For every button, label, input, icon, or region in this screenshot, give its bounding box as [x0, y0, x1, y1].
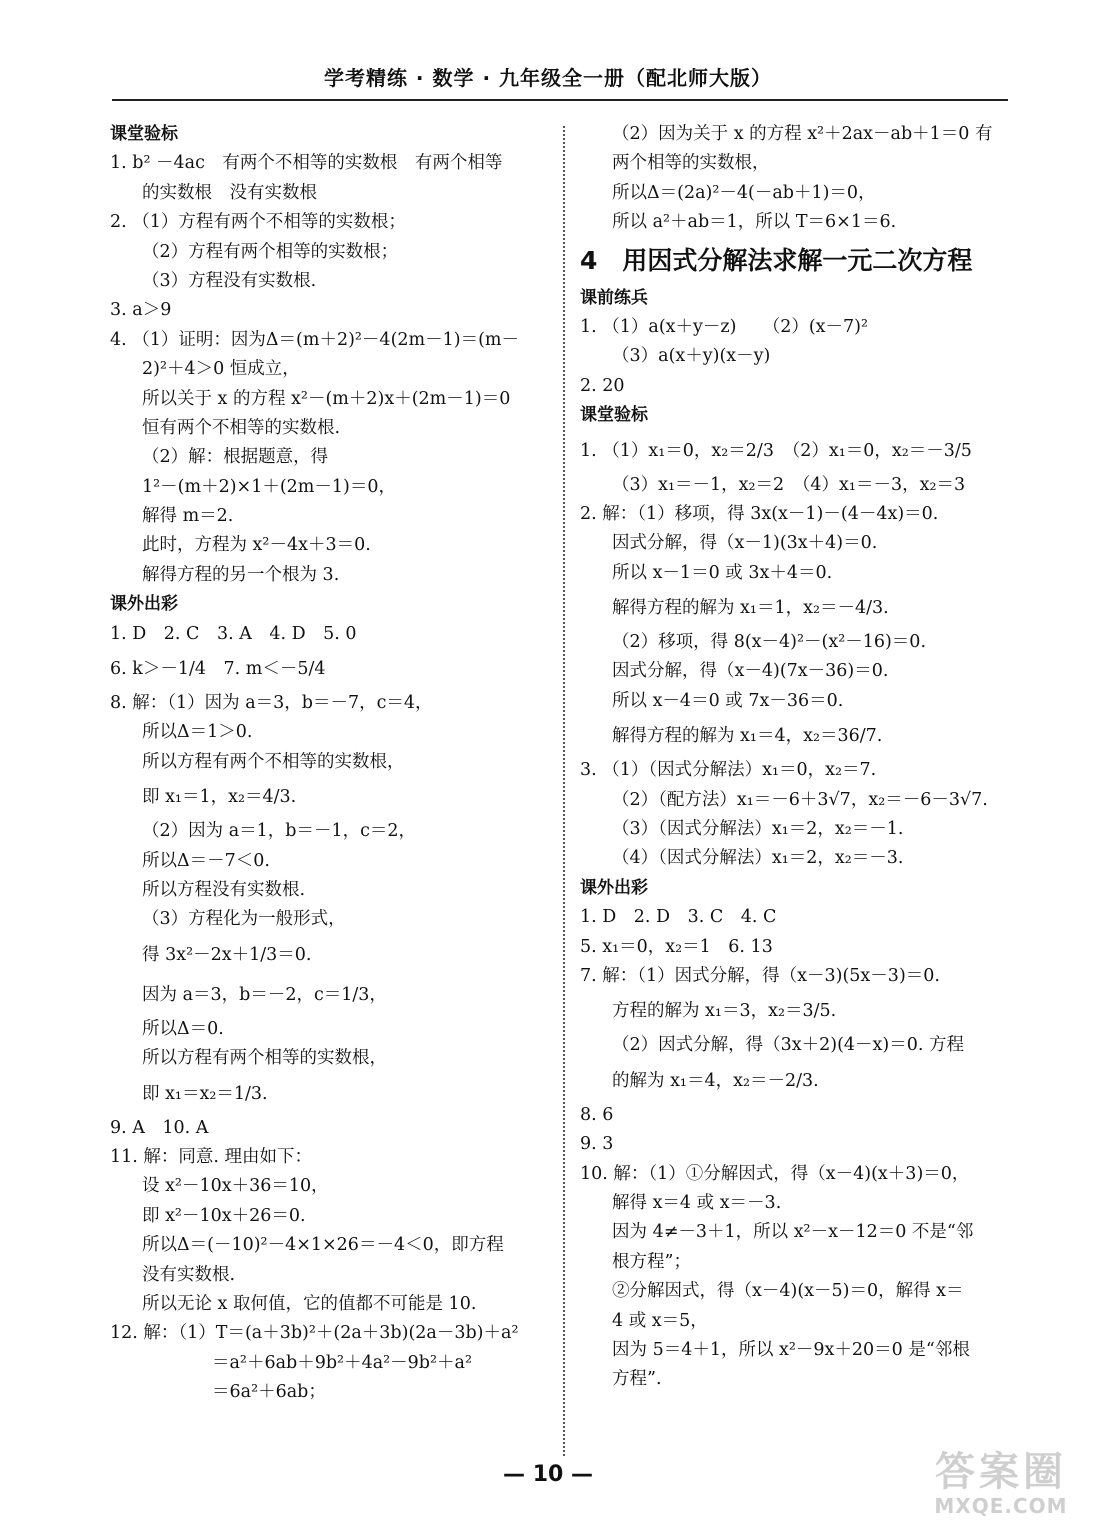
section-heading: 课前练兵	[580, 287, 648, 308]
text-line: 方程”.	[612, 1369, 662, 1390]
text-line: 解得方程的另一个根为 3.	[142, 564, 340, 585]
text-line: 4 或 x＝5，	[612, 1310, 708, 1331]
text-line: 1. D 2. C 3. A 4. D 5. 0	[110, 623, 357, 644]
watermark-text: 答案圈	[935, 1449, 1067, 1495]
text-line: 5. x₁＝0，x₂＝1 6. 13	[580, 936, 773, 957]
text-line: （2）因为关于 x 的方程 x²＋2ax－ab＋1＝0 有	[612, 124, 993, 144]
text-line: 1. D 2. D 3. C 4. C	[580, 907, 777, 928]
text-line: 因为 5＝4＋1，所以 x²－9x＋20＝0 是“邻根	[612, 1339, 970, 1360]
text-line: （2）解：根据题意，得	[142, 447, 329, 468]
text-line: 所以方程没有实数根.	[142, 879, 306, 900]
text-line: （2）（配方法）x₁＝－6＋3√7，x₂＝－6－3√7.	[612, 789, 988, 810]
text-line: （3）方程化为一般形式，	[142, 909, 346, 930]
text-line: 2. 解：（1）移项，得 3x(x－1)－(4－4x)＝0.	[580, 503, 939, 524]
text-line: 8. 6	[580, 1104, 614, 1125]
text-line: （3）（因式分解法）x₁＝2，x₂＝－1.	[612, 819, 904, 840]
text-line: 10. 解：（1）①分解因式，得（x－4)(x＋3)＝0，	[580, 1163, 970, 1184]
text-line: 方程的解为 x₁＝3，x₂＝3/5.	[612, 1001, 837, 1022]
text-line: 所以Δ＝1＞0.	[142, 722, 253, 743]
text-line: 解得 m＝2.	[142, 506, 234, 527]
text-line: （2）方程有两个相等的实数根；	[142, 241, 399, 262]
text-line: （2）因式分解，得（3x＋2)(4－x)＝0. 方程	[612, 1035, 965, 1056]
text-line: （2）移项，得 8(x－4)²－(x²－16)＝0.	[612, 632, 927, 653]
text-line: 即 x₁＝1，x₂＝4/3.	[142, 787, 297, 808]
text-line: 9. 3	[580, 1134, 614, 1155]
text-line: 所以关于 x 的方程 x²－(m＋2)x＋(2m－1)＝0	[142, 388, 511, 409]
text-line: ＝a²＋6ab＋9b²＋4a²－9b²＋a²	[142, 1352, 472, 1373]
text-line: 1. （1）a(x＋y－z) （2）(x－7)²	[580, 316, 869, 337]
text-line: ＝6a²＋6ab；	[142, 1382, 326, 1403]
text-line: 此时，方程为 x²－4x＋3＝0.	[142, 535, 371, 556]
text-line: 得 3x²－2x＋1/3＝0.	[142, 944, 312, 965]
text-line: （3）x₁＝－1，x₂＝2 （4）x₁＝－3，x₂＝3	[612, 474, 966, 495]
text-line: 因为 a＝3，b＝－2，c＝1/3，	[142, 984, 387, 1005]
text-line: 即 x₁＝x₂＝1/3.	[142, 1083, 268, 1104]
text-line: 所以 x－4＝0 或 7x－36＝0.	[612, 690, 844, 711]
column-divider	[563, 126, 565, 1456]
section-heading: 课外出彩	[580, 877, 648, 898]
text-line: 3. a＞9	[110, 300, 172, 321]
text-line: 12. 解：（1）T＝(a＋3b)²＋(2a＋3b)(2a－3b)＋a²	[110, 1323, 519, 1344]
text-line: 所以Δ＝(－10)²－4×1×26＝－4＜0，即方程	[142, 1235, 504, 1256]
watermark-domain: MXQE.COM	[934, 1494, 1068, 1518]
section-heading: 课外出彩	[110, 594, 178, 615]
text-line: 1. b² －4ac 有两个不相等的实数根 有两个相等	[110, 153, 503, 174]
text-line: （2）因为 a＝1，b＝－1，c＝2，	[142, 821, 417, 842]
text-line: 恒有两个不相等的实数根.	[142, 417, 341, 438]
text-line: 所以Δ＝0.	[142, 1018, 224, 1039]
text-line: 的解为 x₁＝4，x₂＝－2/3.	[612, 1070, 819, 1091]
page-header-title: 学考精练 · 数学 · 九年级全一册（配北师大版）	[323, 66, 773, 90]
text-line: 设 x²－10x＋36＝10，	[142, 1176, 329, 1197]
text-line: （4）（因式分解法）x₁＝2，x₂＝－3.	[612, 848, 904, 869]
page-number: — 10 —	[503, 1462, 593, 1487]
text-line: 根方程”；	[612, 1251, 691, 1272]
text-line: 因为 4≠－3＋1，所以 x²－x－12＝0 不是“邻	[612, 1222, 974, 1243]
text-line: 2. （1）方程有两个不相等的实数根；	[110, 212, 406, 233]
right-column	[580, 120, 1020, 1395]
chapter-title: 4 用因式分解法求解一元二次方程	[580, 245, 973, 275]
text-line: 2)²＋4＞0 恒成立，	[142, 359, 300, 380]
section-heading: 课堂验标	[580, 405, 648, 426]
text-line: 因式分解，得（x－4)(7x－36)＝0.	[612, 661, 889, 682]
text-line: 1²－(m＋2)×1＋(2m－1)＝0，	[142, 476, 396, 497]
text-line: 没有实数根.	[142, 1264, 236, 1285]
text-line: 所以方程有两个相等的实数根，	[142, 1048, 387, 1069]
text-line: 即 x²－10x＋26＝0.	[142, 1205, 306, 1226]
text-line: （3）a(x＋y)(x－y)	[612, 346, 771, 367]
text-line: 4. （1）证明：因为Δ＝(m＋2)²－4(2m－1)＝(m－	[110, 329, 520, 350]
text-line: 所以 x－1＝0 或 3x＋4＝0.	[612, 562, 833, 583]
text-line: ②分解因式，得（x－4)(x－5)＝0，解得 x＝	[612, 1281, 964, 1302]
text-line: 两个相等的实数根，	[612, 153, 770, 174]
text-line: 8. 解：（1）因为 a＝3，b＝－7，c＝4，	[110, 693, 433, 714]
text-line: （3）方程没有实数根.	[142, 270, 317, 291]
text-line: 3. （1）（因式分解法）x₁＝0，x₂＝7.	[580, 760, 877, 781]
text-line: 11. 解：同意. 理由如下：	[110, 1146, 313, 1167]
text-line: 9. A 10. A	[110, 1117, 209, 1138]
section-heading: 课堂验标	[110, 124, 178, 144]
text-line: 6. k＞－1/4 7. m＜－5/4	[110, 659, 326, 680]
text-line: 因式分解，得（x－1)(3x＋4)＝0.	[612, 533, 878, 554]
text-line: 1. （1）x₁＝0，x₂＝2/3 （2）x₁＝0，x₂＝－3/5	[580, 440, 972, 461]
text-line: 解得 x＝4 或 x＝－3.	[612, 1192, 782, 1213]
text-line: 解得方程的解为 x₁＝1，x₂＝－4/3.	[612, 598, 889, 619]
text-line: 解得方程的解为 x₁＝4，x₂＝36/7.	[612, 726, 883, 747]
text-line: 所以 a²＋ab＝1，所以 T＝6×1＝6.	[612, 212, 897, 233]
text-line: 的实数根 没有实数根	[142, 182, 317, 203]
text-line: 所以方程有两个不相等的实数根，	[142, 751, 405, 772]
text-line: 所以Δ＝－7＜0.	[142, 850, 270, 871]
text-line: 所以无论 x 取何值，它的值都不可能是 10.	[142, 1293, 477, 1314]
text-line: 7. 解：（1）因式分解，得（x－3)(5x－3)＝0.	[580, 965, 940, 986]
header-rule	[112, 99, 1008, 101]
watermark-logo	[916, 1450, 1086, 1530]
text-line: 所以Δ＝(2a)²－4(－ab＋1)＝0，	[612, 182, 876, 203]
text-line: 2. 20	[580, 375, 625, 396]
left-column	[110, 120, 550, 1407]
